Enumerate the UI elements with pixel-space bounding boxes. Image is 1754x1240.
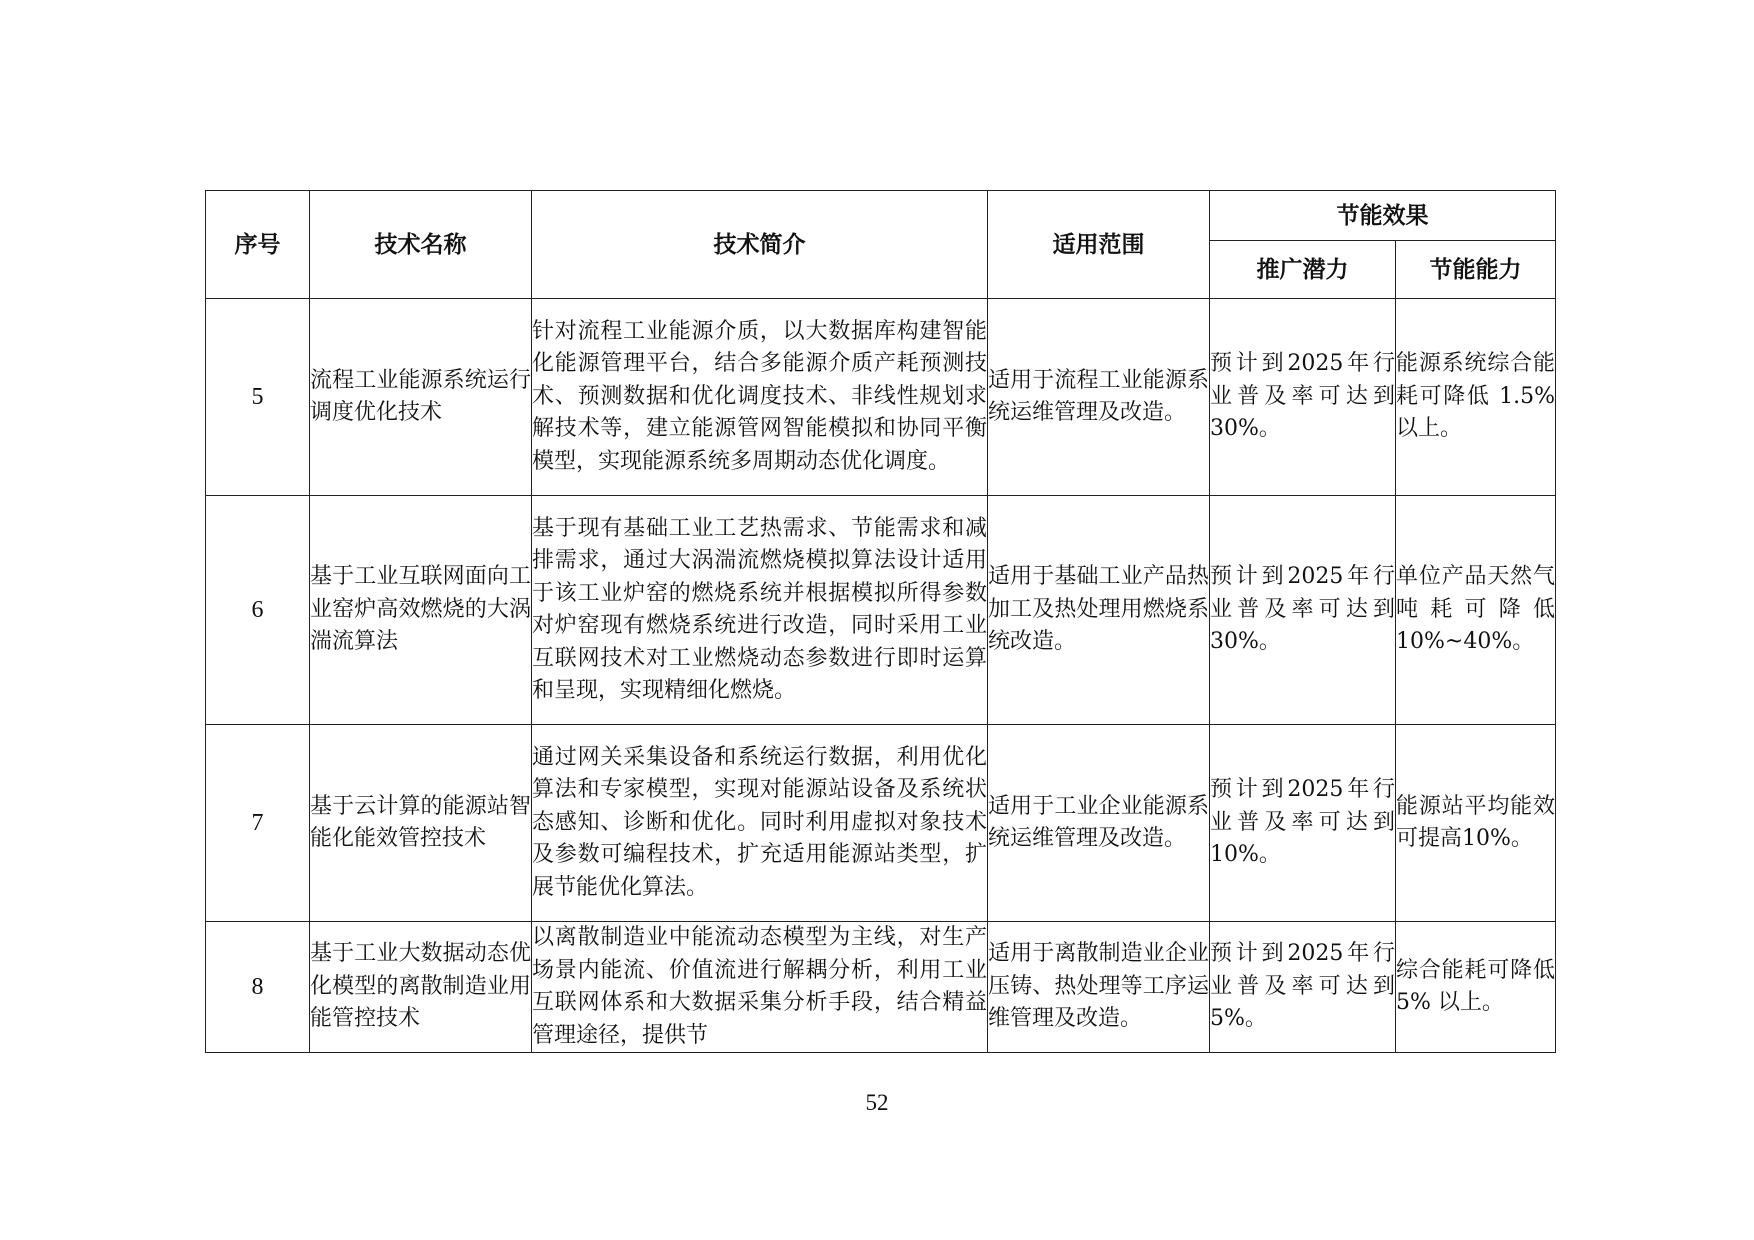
row-name: 流程工业能源系统运行调度优化技术: [310, 299, 532, 496]
table-row: [206, 922, 1556, 1053]
row-potential: 预计到2025年行业普及率可达到30%。: [1210, 299, 1396, 496]
row-intro: 以离散制造业中能流动态模型为主线，对生产场景内能流、价值流进行解耦分析，利用工业互联网体系和大数据采集分析手段，结合精益管理途径，提供节: [532, 922, 988, 1053]
row-potential: 预计到2025年行业普及率可达到30%。: [1210, 496, 1396, 725]
row-scope: 适用于流程工业能源系统运维管理及改造。: [988, 299, 1210, 496]
table-row: [206, 299, 1556, 496]
row-capacity: 单位产品天然气吨耗可降低10%~40%。: [1396, 496, 1556, 725]
row-seq: 5: [206, 299, 310, 496]
row-scope: 适用于离散制造业企业压铸、热处理等工序运维管理及改造。: [988, 922, 1210, 1053]
header-effect: 节能效果: [1210, 191, 1556, 241]
row-seq: 7: [206, 725, 310, 922]
row-intro: 针对流程工业能源介质，以大数据库构建智能化能源管理平台，结合多能源介质产耗预测技术、预测数据和优化调度技术、非线性规划求解技术等，建立能源管网智能模拟和协同平衡模型，实现能源系统多周期动态优化调度。: [532, 299, 988, 496]
row-name: 基于工业互联网面向工业窑炉高效燃烧的大涡湍流算法: [310, 496, 532, 725]
header-potential: 推广潜力: [1210, 241, 1396, 299]
header-seq: 序号: [206, 191, 310, 299]
row-capacity: 能源系统综合能耗可降低 1.5% 以上。: [1396, 299, 1556, 496]
header-capacity: 节能能力: [1396, 241, 1556, 299]
row-potential: 预计到2025年行业普及率可达到10%。: [1210, 725, 1396, 922]
row-intro: 基于现有基础工业工艺热需求、节能需求和减排需求，通过大涡湍流燃烧模拟算法设计适用于该工业炉窑的燃烧系统并根据模拟所得参数对炉窑现有燃烧系统进行改造，同时采用工业互联网技术对工业燃烧动态参数进行即时运算和呈现，实现精细化燃烧。: [532, 496, 988, 725]
row-seq: 6: [206, 496, 310, 725]
row-scope: 适用于工业企业能源系统运维管理及改造。: [988, 725, 1210, 922]
row-name: 基于工业大数据动态优化模型的离散制造业用能管控技术: [310, 922, 532, 1053]
row-capacity: 能源站平均能效可提高10%。: [1396, 725, 1556, 922]
header-scope: 适用范围: [988, 191, 1210, 299]
energy-tech-table: [205, 190, 1556, 1053]
row-scope: 适用于基础工业产品热加工及热处理用燃烧系统改造。: [988, 496, 1210, 725]
row-seq: 8: [206, 922, 310, 1053]
table-row: [206, 496, 1556, 725]
row-potential: 预计到2025年行业普及率可达到5%。: [1210, 922, 1396, 1053]
header-intro: 技术简介: [532, 191, 988, 299]
table-row: [206, 725, 1556, 922]
row-capacity: 综合能耗可降低 5% 以上。: [1396, 922, 1556, 1053]
header-name: 技术名称: [310, 191, 532, 299]
row-name: 基于云计算的能源站智能化能效管控技术: [310, 725, 532, 922]
page-number: 52: [865, 1090, 889, 1115]
row-intro: 通过网关采集设备和系统运行数据，利用优化算法和专家模型，实现对能源站设备及系统状态感知、诊断和优化。同时利用虚拟对象技术及参数可编程技术，扩充适用能源站类型，扩展节能优化算法。: [532, 725, 988, 922]
